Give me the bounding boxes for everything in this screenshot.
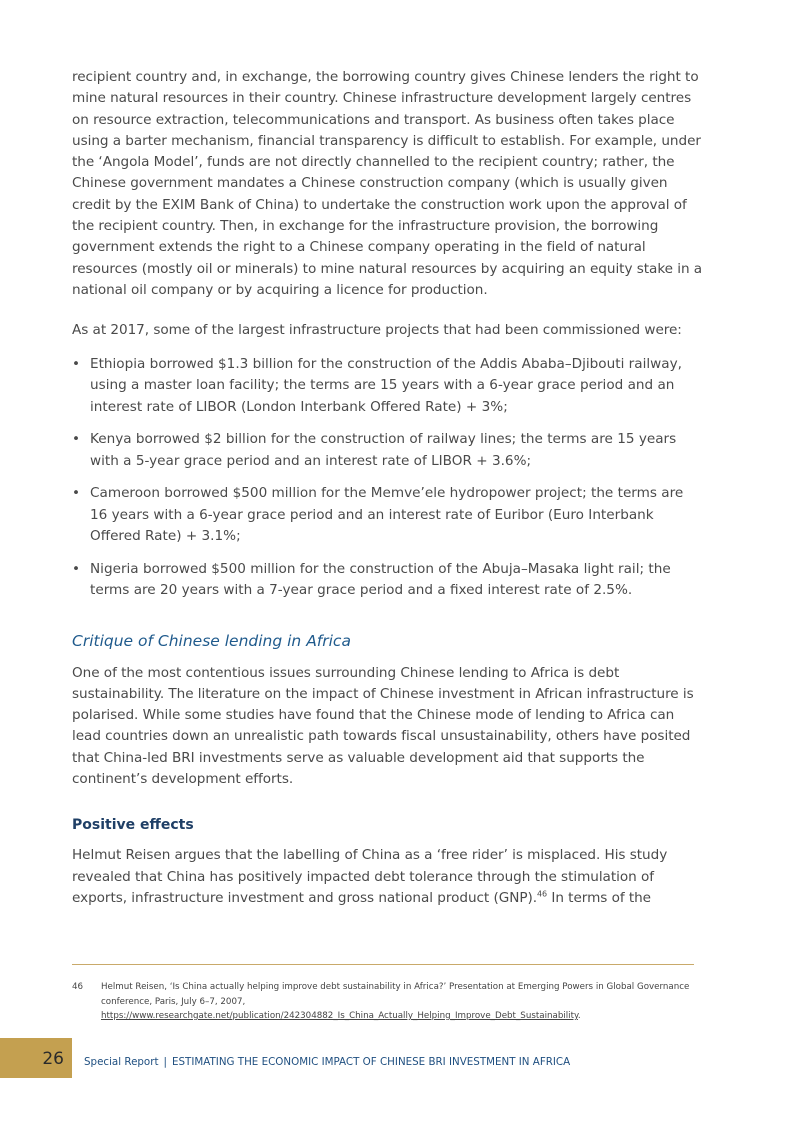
page-number: 26 — [42, 1049, 64, 1069]
bullet-icon: • — [72, 431, 81, 448]
footnote — [72, 980, 694, 1024]
body-paragraph: One of the most contentious issues surrounding Chinese lending to Africa is debt sustainability. The literature on the impact of Chinese investment in African infrastructure is polarised. While some studies have found that the Chinese mode of lending to Africa can lead countries down an unrealistic path towards fiscal unsustainability, others have posited that China-led BRI investments serve as valuable development aid that supports the continent’s development efforts. — [72, 664, 694, 788]
report-label: Special Report — [84, 1056, 159, 1068]
report-title: ESTIMATING THE ECONOMIC IMPACT OF CHINESE BRI INVESTMENT IN AFRICA — [172, 1056, 571, 1068]
list-item-text: Nigeria borrowed $500 million for the construction of the Abuja–Masaka light rail; the terms are 20 years with a 7-year grace period and a fixed interest rate of 2.5%. — [90, 560, 671, 599]
list-item-text: Cameroon borrowed $500 million for the Memve’ele hydropower project; the terms are 16 years with a 6-year grace period and an interest rate of Euribor (Euro Interbank Offered Rate) + 3.1%; — [90, 485, 684, 545]
footnote-link[interactable]: https://www.researchgate.net/publication/242304882_Is_China_Actually_Helping_Improve_Debt_Sustainability — [101, 1011, 578, 1021]
list-item — [72, 559, 704, 602]
bullet-icon: • — [72, 560, 81, 577]
sub-heading: Positive effects — [72, 817, 194, 834]
list-item — [72, 429, 704, 472]
page-content — [72, 67, 704, 909]
footnote-number: 46 — [72, 982, 84, 992]
footer-separator: | — [163, 1056, 167, 1068]
running-footer — [84, 1056, 570, 1068]
footnote-reference[interactable]: 46 — [537, 889, 548, 899]
page-number-box — [0, 1038, 72, 1078]
list-item-text: Kenya borrowed $2 billion for the construction of railway lines; the terms are 15 years with a 5-year grace period and an interest rate of LIBOR + 3.6%; — [90, 431, 677, 469]
paragraph-text: Helmut Reisen argues that the labelling of China as a ‘free rider’ is misplaced. His study revealed that China has positively impacted debt tolerance through the stimulation of exports, infrastructure investment and gross national product (GNP). — [72, 847, 668, 906]
footnote-divider — [72, 964, 694, 965]
paragraph-text-tail: In terms of the — [547, 889, 651, 906]
body-paragraph: recipient country and, in exchange, the borrowing country gives Chinese lenders the right to mine natural resources in their country. Chinese infrastructure development largely centres on resource extraction, telecommunications and transport. As business often takes place using a barter mechanism, financial transparency is difficult to establish. For example, under the ‘Angola Model’, funds are not directly channelled to the recipient country; rather, the Chinese government mandates a Chinese construction company (which is usually given credit by the EXIM Bank of China) to undertake the construction work upon the approval of the recipient country. Then, in exchange for the infrastructure provision, the borrowing government extends the right to a Chinese company operating in the field of natural resources (mostly oil or minerals) to mine natural resources by acquiring an equity stake in a national oil company or by acquiring a licence for production. — [72, 69, 703, 298]
project-list — [72, 354, 704, 602]
footnote-citation: Helmut Reisen, ‘Is China actually helping improve debt sustainability in Africa?’ Presentation at Emerging Powers in Global Governance conference, Paris, July 6–7, 2007, — [101, 982, 690, 1007]
bullet-icon: • — [72, 485, 81, 502]
list-item-text: Ethiopia borrowed $1.3 billion for the construction of the Addis Ababa–Djibouti railway, using a master loan facility; the terms are 15 years with a 6-year grace period and an interest rate of LIBOR (London Interbank Offered Rate) + 3%; — [90, 355, 682, 415]
footnote-text — [101, 980, 694, 1024]
bullet-icon: • — [72, 355, 81, 372]
list-item — [72, 354, 704, 419]
footnote-end: . — [577, 1011, 581, 1021]
section-heading: Critique of Chinese lending in Africa — [72, 631, 351, 650]
body-paragraph — [72, 845, 704, 909]
body-paragraph: As at 2017, some of the largest infrastructure projects that had been commissioned were: — [72, 322, 682, 339]
list-item — [72, 483, 704, 548]
